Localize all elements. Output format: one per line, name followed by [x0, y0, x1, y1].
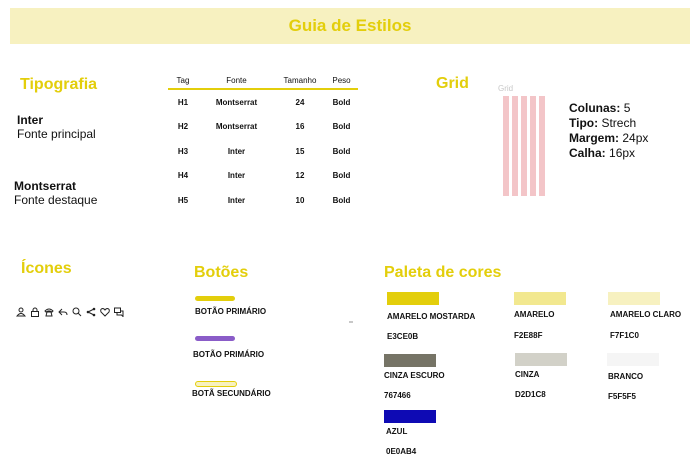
grid-column — [521, 96, 527, 196]
typography-table — [168, 72, 358, 213]
font-montserrat-name: Montserrat — [14, 179, 77, 193]
secondary-button[interactable] — [195, 381, 237, 387]
primary-button-yellow-label: BOTÃO PRIMÁRIO — [195, 307, 267, 316]
cell-tamanho: 10 — [295, 195, 305, 205]
col-peso: Peso — [332, 75, 351, 85]
grid-margem-value: 24px — [622, 131, 649, 145]
cell-tag: H2 — [177, 122, 189, 132]
swatch-hex: D2D1C8 — [515, 390, 546, 399]
cell-fonte: Montserrat — [215, 97, 258, 107]
primary-button-yellow[interactable] — [195, 296, 235, 301]
swatch-name: AMARELO — [514, 310, 555, 319]
swatch-hex: E3CE0B — [387, 332, 419, 341]
col-tag: Tag — [176, 75, 190, 85]
cell-tamanho: 24 — [295, 97, 305, 107]
heart-icon — [100, 307, 110, 317]
grid-calha-value: 16px — [609, 146, 636, 160]
swatch-cinza — [515, 353, 567, 366]
share-icon — [86, 307, 96, 317]
swatch-name: CINZA — [515, 370, 540, 379]
search-icon — [72, 307, 82, 317]
table-row — [168, 188, 358, 213]
table-row — [168, 89, 358, 115]
cell-tag: H5 — [177, 195, 189, 205]
palette-title: Paleta de cores — [384, 264, 502, 281]
cell-peso: Bold — [332, 171, 351, 181]
cell-tag: H3 — [177, 146, 189, 156]
page-title: Guia de Estilos — [288, 16, 412, 35]
swatch-amarelo — [514, 292, 566, 305]
cell-peso: Bold — [332, 146, 351, 156]
swatch-name: CINZA ESCURO — [384, 371, 445, 380]
divider-dot — [349, 321, 353, 323]
grid-tipo-label: Tipo: — [569, 116, 599, 130]
swatch-amarelo-claro — [608, 292, 660, 305]
grid-colunas-value: 5 — [623, 101, 631, 115]
cell-peso: Bold — [332, 195, 351, 205]
typography-title: Tipografia — [20, 76, 98, 93]
swatch-name: BRANCO — [608, 372, 644, 381]
col-tamanho: Tamanho — [283, 75, 317, 85]
swatch-hex: 0E0AB4 — [386, 447, 417, 456]
primary-button-purple[interactable] — [195, 336, 235, 341]
swatch-branco — [607, 353, 659, 366]
font-inter-desc: Fonte principal — [17, 127, 96, 141]
grid-info — [569, 101, 648, 161]
table-row — [168, 139, 358, 164]
grid-column — [539, 96, 545, 196]
buttons-title: Botões — [194, 264, 249, 281]
table-row — [168, 164, 358, 189]
table-row — [168, 115, 358, 140]
user-icon — [16, 307, 26, 317]
grid-column — [503, 96, 509, 196]
grid-column — [512, 96, 518, 196]
icons-title: Ícones — [21, 260, 72, 277]
secondary-button-label: BOTÃ SECUNDÁRIO — [192, 389, 271, 398]
font-inter-name: Inter — [17, 113, 44, 127]
swatch-name: AZUL — [386, 427, 408, 436]
grid-preview-label: Grid — [498, 84, 514, 93]
cell-peso: Bold — [332, 97, 351, 107]
grid-tipo-value: Strech — [601, 116, 637, 130]
cell-tag: H4 — [177, 171, 189, 181]
page-header — [10, 8, 690, 44]
grid-title: Grid — [436, 75, 469, 92]
lock-icon — [30, 307, 40, 317]
primary-button-purple-label: BOTÃO PRIMÁRIO — [193, 350, 265, 359]
cell-tamanho: 15 — [295, 146, 305, 156]
cell-fonte: Inter — [227, 171, 246, 181]
cell-fonte: Montserrat — [215, 122, 258, 132]
grid-column — [530, 96, 536, 196]
grid-margem-label: Margem: — [569, 131, 620, 145]
swatch-name: AMARELO MOSTARDA — [387, 312, 476, 321]
grid-calha-label: Calha: — [569, 146, 606, 160]
swatch-hex: F2E88F — [514, 331, 543, 340]
cell-tamanho: 16 — [295, 122, 305, 132]
phone-icon — [44, 307, 54, 317]
col-fonte: Fonte — [226, 75, 247, 85]
grid-colunas-label: Colunas: — [569, 101, 621, 115]
chat-icon — [114, 307, 124, 317]
swatch-hex: F5F5F5 — [608, 392, 637, 401]
font-montserrat-desc: Fonte destaque — [14, 193, 98, 207]
table-header-row — [168, 72, 358, 89]
cell-tag: H1 — [177, 97, 189, 107]
swatch-hex: F7F1C0 — [610, 331, 639, 340]
swatch-cinza-escuro — [384, 354, 436, 367]
swatch-name: AMARELO CLARO — [610, 310, 682, 319]
swatch-azul — [384, 410, 436, 423]
swatch-amarelo-mostarda — [387, 292, 439, 305]
cell-fonte: Inter — [227, 146, 246, 156]
cell-fonte: Inter — [227, 195, 246, 205]
undo-icon — [58, 307, 68, 317]
icon-row — [16, 306, 124, 318]
cell-tamanho: 12 — [295, 171, 305, 181]
swatch-hex: 767466 — [384, 391, 411, 400]
cell-peso: Bold — [332, 122, 351, 132]
